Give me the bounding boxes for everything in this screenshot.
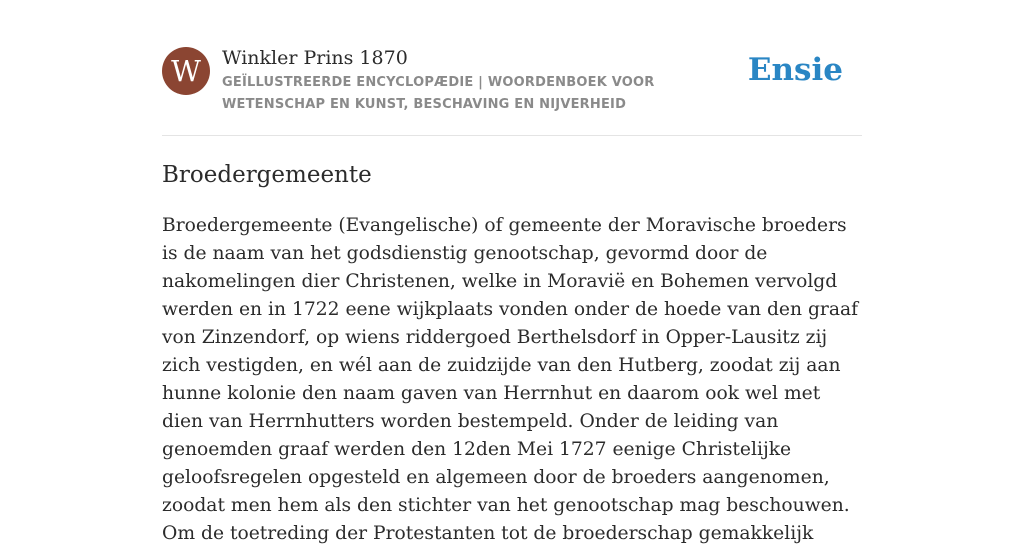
- ensie-logo[interactable]: Ensie: [747, 52, 843, 88]
- source-title[interactable]: Winkler Prins 1870: [222, 47, 408, 69]
- entry-title: Broedergemeente: [162, 162, 372, 188]
- header-divider: [162, 135, 862, 136]
- entry-body: Broedergemeente (Evangelische) of gemeente der Moravische broeders is de naam van het godsdienstig genootschap, gevormd door de nakomelingen dier Christenen, welke in Moravië en Bohemen vervolgd werden en in 1722 eene wijkplaats vonden onder de hoede van den graaf von Zinzendorf, op wiens riddergoed Berthelsdorf in Opper-Lausitz zij zich vestigden, en wél aan de zuidzijde van den Hutberg, zoodat zij aan hunne kolonie den naam gaven van Herrnhut en daarom ook wel met dien van Herrnhutters worden bestempeld. Onder de leiding van genoemden graaf werden den 12den Mei 1727 eenige Christelijke geloofsregelen opgesteld en algemeen door de broeders aangenomen, zoodat men hem als den stichter van het genootschap mag beschouwen. Om de toetreding der Protestanten tot de broederschap gemakkelijk: [162, 215, 859, 544]
- source-header: [162, 46, 862, 136]
- source-subtitle: GEÏLLUSTREERDE ENCYCLOPÆDIE | WOORDENBOEK VOOR WETENSCHAP EN KUNST, BESCHAVING EN NIJVERHEID: [222, 75, 655, 112]
- source-avatar[interactable]: W: [162, 47, 210, 95]
